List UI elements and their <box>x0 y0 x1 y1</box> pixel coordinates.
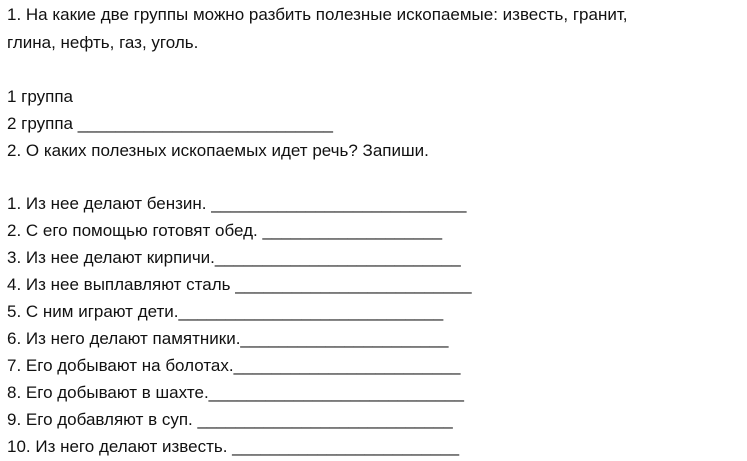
list-item: 10. Из него делают известь. ________________________ <box>7 437 460 456</box>
list-item: 5. С ним играют дети.____________________________ <box>7 302 444 321</box>
list-item: 4. Из нее выплавляют сталь _________________________ <box>7 275 472 294</box>
list-item: 1. Из нее делают бензин. ___________________________ <box>7 194 467 213</box>
group-1-label: 1 группа <box>7 87 74 106</box>
list-item: 8. Его добывают в шахте.___________________________ <box>7 383 464 402</box>
list-item: 3. Из нее делают кирпичи.__________________________ <box>7 248 461 267</box>
list-item: 6. Из него делают памятники.______________________ <box>7 329 449 348</box>
list-item: 2. С его помощью готовят обед. ___________________ <box>7 221 443 240</box>
group-2-label: 2 группа ___________________________ <box>7 114 334 133</box>
question-2: 2. О каких полезных ископаемых идет речь? Запиши. <box>7 141 429 160</box>
list-item: 9. Его добавляют в суп. ___________________________ <box>7 410 453 429</box>
question-1-line-1: 1. На какие две группы можно разбить полезные ископаемые: известь, гранит, <box>7 5 628 24</box>
question-1-line-2: глина, нефть, газ, уголь. <box>7 33 199 52</box>
list-item: 7. Его добывают на болотах.________________________ <box>7 356 461 375</box>
